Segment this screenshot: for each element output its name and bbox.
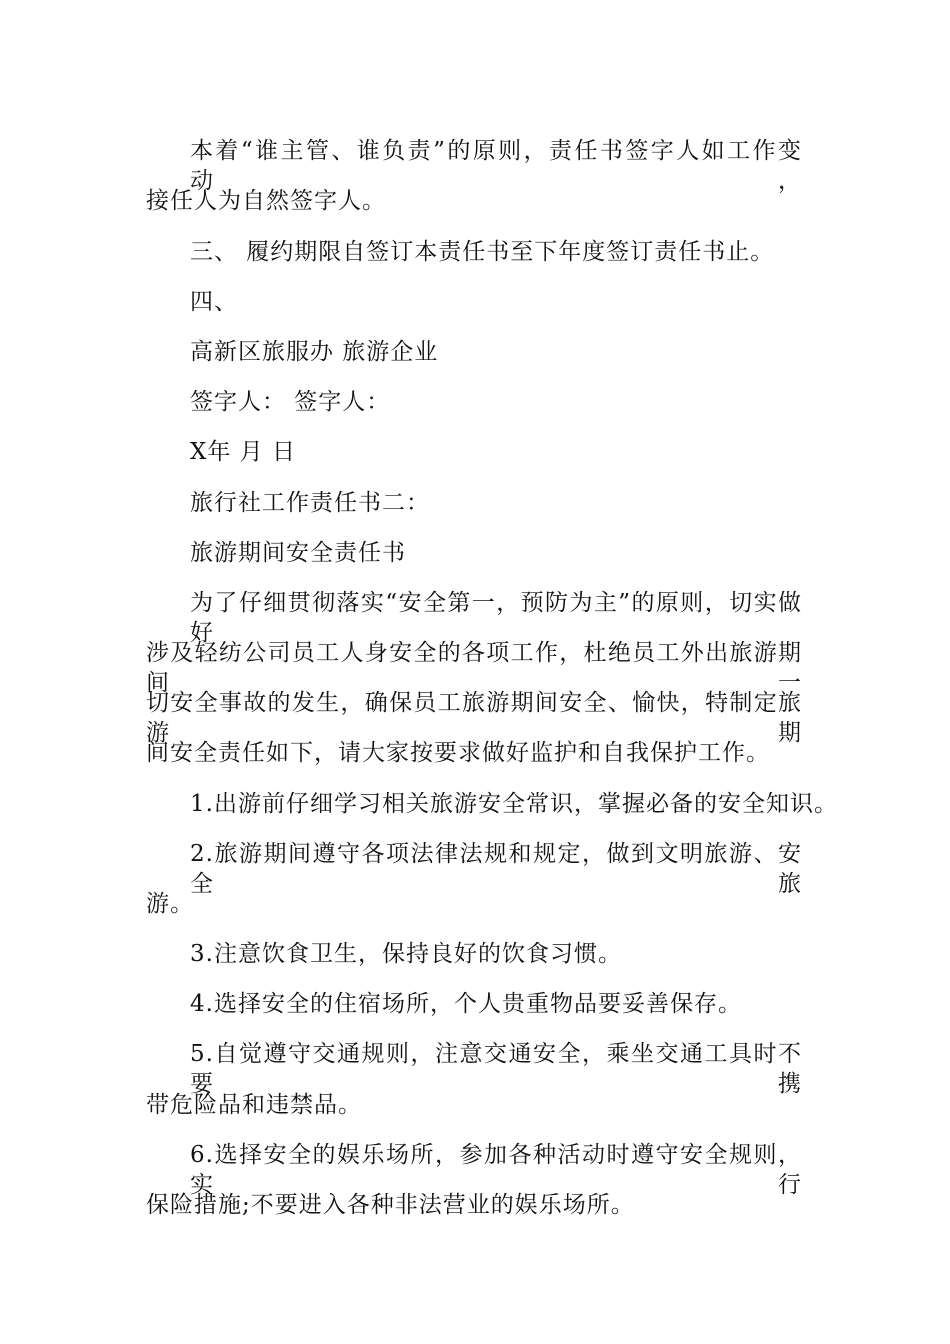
list-item: 4.选择安全的住宿场所，个人贵重物品要妥善保存。 (190, 991, 742, 1017)
list-item-continuation: 保险措施;不要进入各种非法营业的娱乐场所。 (146, 1192, 635, 1218)
paragraph-line: 接任人为自然签字人。 (146, 188, 386, 214)
section-item: 四、 (190, 289, 238, 315)
section-item: 三、 履约期限自签订本责任书至下年度签订责任书止。 (190, 239, 775, 265)
paragraph-line: 本着“谁主管、谁负责”的原则，责任书签字人如工作变动， (190, 138, 802, 194)
list-item: 1.出游前仔细学习相关旅游安全常识，掌握必备的安全知识。 (190, 791, 838, 817)
paragraph-line: 涉及轻纺公司员工人身安全的各项工作，杜绝员工外出旅游期间一 (146, 640, 802, 696)
list-item-continuation: 带危险品和违禁品。 (146, 1092, 362, 1118)
list-item: 2.旅游期间遵守各项法律法规和规定，做到文明旅游、安全旅 (190, 841, 802, 897)
paragraph-line: 间安全责任如下，请大家按要求做好监护和自我保护工作。 (146, 740, 770, 766)
list-item: 5.自觉遵守交通规则，注意交通安全，乘坐交通工具时不要携 (190, 1041, 802, 1097)
paragraph-line: 为了仔细贯彻落实“安全第一，预防为主”的原则，切实做好 (190, 590, 802, 646)
signature-line: 签字人： 签字人： (190, 389, 391, 415)
list-item: 3.注意饮食卫生，保持良好的饮食习惯。 (190, 941, 622, 967)
document-title: 旅游期间安全责任书 (190, 540, 406, 566)
paragraph-line: 切安全事故的发生，确保员工旅游期间安全、愉快，特制定旅游期 (146, 690, 802, 746)
section-heading: 旅行社工作责任书二： (190, 490, 430, 516)
list-item: 6.选择安全的娱乐场所，参加各种活动时遵守安全规则，实行 (190, 1142, 802, 1198)
date-line: X年 月 日 (190, 439, 296, 465)
signature-parties: 高新区旅服办 旅游企业 (190, 339, 439, 365)
list-item-continuation: 游。 (146, 891, 194, 917)
